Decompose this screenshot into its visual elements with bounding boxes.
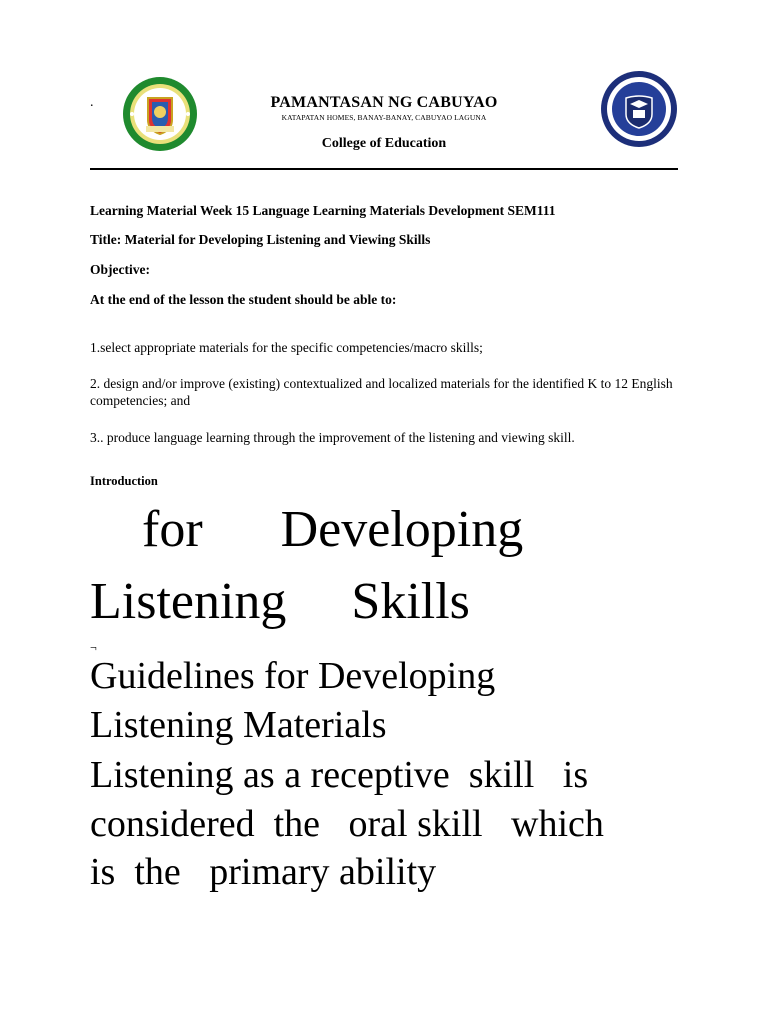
- objective-intro: At the end of the lesson the student should be able to:: [90, 292, 397, 307]
- objective-item-1: 1.select appropriate materials for the specific competencies/macro skills;: [90, 340, 483, 355]
- course-line: Learning Material Week 15 Language Learning Materials Development SEM111: [90, 203, 556, 218]
- guidelines-line-1: Guidelines for Developing: [90, 655, 496, 697]
- body-line-2: considered the oral skill which: [90, 803, 604, 845]
- introduction-label: Introduction: [90, 474, 158, 488]
- college-name: College of Education: [321, 136, 447, 151]
- objective-item-3: 3.. produce language learning through the improvement of the listening and viewing skill.: [90, 430, 575, 445]
- guidelines-line-2: Listening Materials: [90, 704, 387, 746]
- objective-label: Objective:: [90, 262, 150, 277]
- objective-item-2: 2. design and/or improve (existing) contextualized and localized materials for the identified K to 12 English competencies; and: [90, 376, 673, 408]
- leading-dot: .: [90, 95, 94, 110]
- small-mark: ¬: [90, 640, 97, 654]
- university-name: PAMANTASAN NG CABUYAO: [270, 94, 498, 111]
- body-line-3: is the primary ability: [90, 851, 437, 893]
- title-line: Title: Material for Developing Listening and Viewing Skills: [90, 232, 431, 247]
- university-address: KATAPATAN HOMES, BANAY-BANAY, CABUYAO LAGUNA: [281, 113, 487, 122]
- body-line-1: Listening as a receptive skill is: [90, 754, 589, 796]
- big-heading-line-1: for Developing: [90, 501, 524, 558]
- header-divider: [90, 168, 678, 170]
- big-heading-line-2: Listening Skills: [90, 573, 470, 630]
